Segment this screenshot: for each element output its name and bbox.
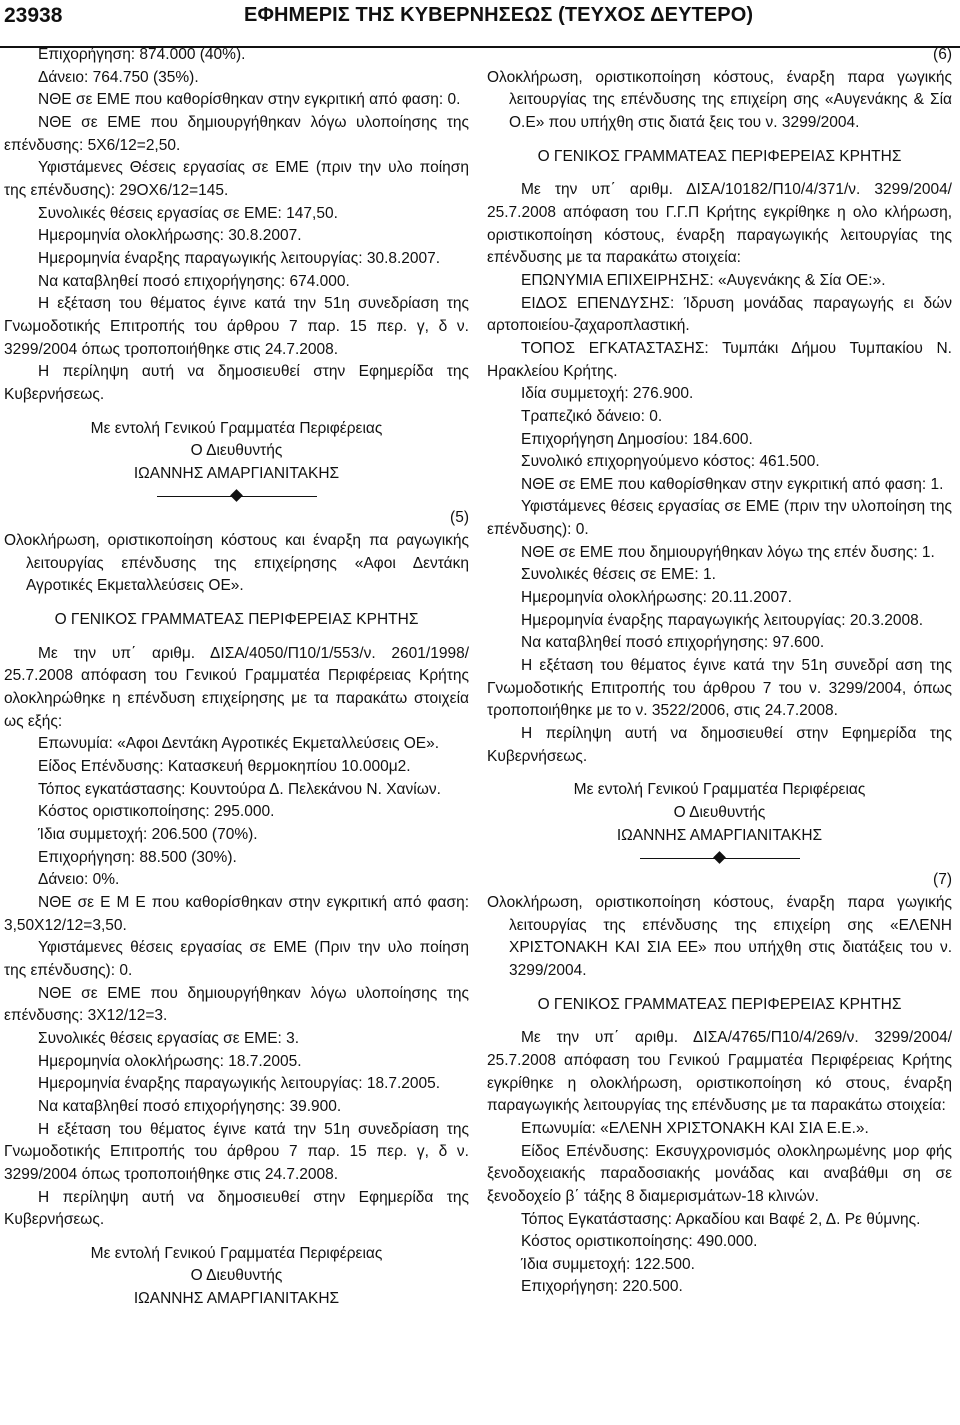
paragraph: Επιχορήγηση: 220.500. [521,1278,683,1296]
paragraph: ΝΘΕ σε ΕΜΕ που δημιουργήθηκαν λόγω υλοποίησης της επένδυσης: 3Χ12/12=3. [4,984,469,1025]
paragraph: Είδος Επένδυσης: Κατασκευή θερμοκηπίου 10.000μ2. [38,758,411,776]
section-number: (6) [933,46,952,63]
paragraph: Να καταβληθεί ποσό επιχορήγησης: 39.900. [38,1097,342,1115]
diamond-icon [713,851,726,864]
paragraph: Ίδια συμμετοχή: 206.500 (70%). [38,826,258,843]
paragraph: Η εξέταση του θέματος έγινε κατά την 51η συνεδρίαση της Γνωμοδοτικής Επιτροπής του άρθρου 7 παρ. 15 περ. γ, δ ν. 3299/2004 όπως τροποποιήθηκε στις 24.7.2008. [4,295,469,358]
paragraph: ΤΟΠΟΣ ΕΓΚΑΤΑΣΤΑΣΗΣ: Τυμπάκι Δήμου Τυμπακίου Ν. Ηρακλείου Κρήτης. [487,339,952,380]
section-title: Ολοκλήρωση, οριστικοποίηση κόστους, έναρξη παρα γωγικής λειτουργίας της επένδυσης της επιχείρη σης «ΕΛΕΝΗ ΧΡΙΣΤΟΝΑΚΗ ΚΑΙ ΣΙΑ ΕΕ» που υπήχθη στις διατάξεις του ν. 3299/2004. [487,893,952,979]
signature-role: Ο Διευθυντής [673,804,766,821]
paragraph: Κόστος οριστικοποίησης: 490.000. [521,1233,758,1251]
paragraph: Ημερομηνία ολοκλήρωσης: 30.8.2007. [38,227,302,245]
paragraph: Κόστος οριστικοποίησης: 295.000. [38,803,275,821]
paragraph: ΝΘΕ σε ΕΜΕ που δημιουργήθηκαν λόγω υλοποίησης της επένδυσης: 5Χ6/12=2,50. [4,113,469,154]
paragraph: Δάνειο: 0%. [38,871,120,889]
paragraph: Ίδια συμμετοχή: 122.500. [521,1255,695,1273]
diamond-icon [230,490,243,503]
paragraph: Η περίληψη αυτή να δημοσιευθεί στην Εφημερίδα της Κυβερνήσεως. [4,363,469,403]
section-separator [640,847,800,869]
signature-role: Ο Διευθυντής [190,442,283,460]
signature-name: ΙΩΑΝΝΗΣ ΑΜΑΡΓΙΑΝΙΤΑΚΗΣ [133,1290,340,1308]
paragraph: Ημερομηνία ολοκλήρωσης: 18.7.2005. [38,1052,302,1070]
paragraph: ΝΘΕ σε ΕΜΕ που καθορίσθηκαν στην εγκριτική από φαση: 0. [38,91,461,109]
issuing-authority: Ο ΓΕΝΙΚΟΣ ΓΡΑΜΜΑΤΕΑΣ ΠΕΡΙΦΕΡΕΙΑΣ ΚΡΗΤΗΣ [537,995,902,1013]
signature-role: Ο Διευθυντής [190,1267,283,1285]
paragraph: Υφιστάμενες θέσεις εργασίας σε ΕΜΕ (Πριν την υλο ποίηση της επένδυσης): 0. [4,939,469,979]
paragraph: Ημερομηνία ολοκλήρωσης: 20.11.2007. [521,589,792,607]
paragraph: Η περίληψη αυτή να δημοσιευθεί στην Εφημερίδα της Κυβερνήσεως. [4,1188,469,1229]
paragraph: Με την υπ΄ αριθμ. ΔΙΣΑ/4765/Π10/4/269/ν. 3299/2004/ 25.7.2008 απόφαση του Γενικού Γραμματέα Περιφέρειας Κρήτης εγκρίθηκε η ολοκλήρωση, οριστικοποίηση κό στους, έναρξη παραγωγικής λειτουργίας της επένδυσης με τα παρακάτω στοιχεία: [487,1029,952,1115]
paragraph: Υφιστάμενες θέσεις εργασίας σε ΕΜΕ (πριν την υλοποίηση της επένδυσης): 0. [487,498,952,539]
paragraph: ΝΘΕ σε ΕΜΕ που δημιουργήθηκαν λόγω της επέν δυσης: 1. [521,543,935,561]
paragraph: Ιδία συμμετοχή: 276.900. [521,385,694,403]
paragraph: Τόπος Εγκατάστασης: Αρκαδίου και Βαφέ 2, Δ. Ρε θύμνης. [521,1210,921,1228]
signature-by-order: Με εντολή Γενικού Γραμματέα Περιφέρειας [573,781,866,799]
paragraph: ΝΘΕ σε ΕΜΕ που καθορίσθηκαν στην εγκριτική από φαση: 1. [521,475,944,493]
section-number: (5) [450,509,469,527]
paragraph: Τραπεζικό δάνειο: 0. [521,407,663,425]
section-separator [157,485,317,507]
paragraph: Η περίληψη αυτή να δημοσιευθεί στην Εφημερίδα της Κυβερνήσεως. [487,725,952,765]
section-title: Ολοκλήρωση, οριστικοποίηση κόστους και έναρξη πα ραγωγικής λειτουργίας επένδυσης της επιχείρησης «Αφοι Δεντάκη Αγροτικές Εκμεταλλεύσεις ΟΕ». [4,532,469,595]
paragraph: Ημερομηνία έναρξης παραγωγικής λειτουργίας: 18.7.2005. [38,1075,441,1093]
right-column [487,44,952,1299]
signature-name: ΙΩΑΝΝΗΣ ΑΜΑΡΓΙΑΝΙΤΑΚΗΣ [133,464,340,482]
paragraph: Να καταβληθεί ποσό επιχορήγησης: 97.600. [521,634,825,652]
paragraph: Ημερομηνία έναρξης παραγωγικής λειτουργίας: 30.8.2007. [38,249,441,267]
page-header [0,0,960,48]
paragraph: Επωνυμία: «ΕΛΕΝΗ ΧΡΙΣΤΟΝΑΚΗ ΚΑΙ ΣΙΑ Ε.Ε.». [521,1119,869,1137]
signature-name: ΙΩΑΝΝΗΣ ΑΜΑΡΓΙΑΝΙΤΑΚΗΣ [616,826,823,844]
gazette-title: ΕΦΗΜΕΡΙΣ ΤΗΣ ΚΥΒΕΡΝΗΣΕΩΣ (ΤΕΥΧΟΣ ΔΕΥΤΕΡΟ) [244,4,754,26]
paragraph: Η εξέταση του θέματος έγινε κατά την 51η συνεδρί αση της Γνωμοδοτικής Επιτροπής του άρθρου 7 του ν. 3299/2004, όπως τροποποιήθηκε με το ν. 3522/2006, στις 24.7.2008. [487,657,952,720]
left-column [4,44,469,1311]
paragraph: Η εξέταση του θέματος έγινε κατά την 51η συνεδρίαση της Γνωμοδοτικής Επιτροπής του άρθρου 7 παρ. 15 περ. γ, δ ν. 3299/2004 όπως τροποποιήθηκε στις 24.7.2008. [4,1120,469,1183]
paragraph: ΕΠΩΝΥΜΙΑ ΕΠΙΧΕΙΡΗΣΗΣ: «Αυγενάκης & Σία ΟΕ:». [521,271,886,289]
signature-by-order: Με εντολή Γενικού Γραμματέα Περιφέρειας [90,1244,383,1262]
paragraph: Είδος Επένδυσης: Εκσυγχρονισμός ολοκληρωμένης μορ φής ξενοδοχειακής παραδοσιακής μονάδας και αναβάθμι ση σε ξενοδοχείο β΄ τάξης 8 διαμερισμάτων-18 κλινών. [487,1142,952,1205]
paragraph: Δάνειο: 764.750 (35%). [38,68,199,86]
paragraph: Με την υπ΄ αριθμ. ΔΙΣΑ/10182/Π10/4/371/ν. 3299/2004/ 25.7.2008 απόφαση του Γ.Γ.Π Κρήτης εγκρίθηκε η ολο κλήρωση, οριστικοποίηση κόστους, έναρξη παραγωγικής λειτουργίας της επένδυσης με τα παρακάτω στοιχεία: [487,181,952,267]
issuing-authority: Ο ΓΕΝΙΚΟΣ ΓΡΑΜΜΑΤΕΑΣ ΠΕΡΙΦΕΡΕΙΑΣ ΚΡΗΤΗΣ [54,611,419,629]
paragraph: ΕΙΔΟΣ ΕΠΕΝΔΥΣΗΣ: Ίδρυση μονάδας παραγωγής ει δών αρτοποιείου-ζαχαροπλαστική. [487,294,952,335]
paragraph: Συνολικές θέσεις εργασίας σε ΕΜΕ: 147,50. [38,204,338,222]
paragraph: Ημερομηνία έναρξης παραγωγικής λειτουργίας: 20.3.2008. [521,611,924,629]
paragraph: Τόπος εγκατάστασης: Κουντούρα Δ. Πελεκάνου Ν. Χανίων. [38,780,441,798]
section-title: Ολοκλήρωση, οριστικοποίηση κόστους, έναρξη παρα γωγικής λειτουργίας της επένδυσης της επιχείρη σης «Αυγενάκης & Σία Ο.Ε» που υπήχθη στις διατά ξεις του ν. 3299/2004. [487,68,952,131]
paragraph: Επιχορήγηση: 88.500 (30%). [38,848,237,866]
paragraph: Συνολικό επιχορηγούμενο κόστος: 461.500. [521,453,820,471]
issuing-authority: Ο ΓΕΝΙΚΟΣ ΓΡΑΜΜΑΤΕΑΣ ΠΕΡΙΦΕΡΕΙΑΣ ΚΡΗΤΗΣ [537,147,902,165]
paragraph: Συνολικές θέσεις σε ΕΜΕ: 1. [521,566,716,584]
paragraph: Υφιστάμενες Θέσεις εργασίας σε ΕΜΕ (πριν την υλο ποίηση της επένδυσης): 29ΟΧ6/12=145. [4,159,469,199]
paragraph: ΝΘΕ σε Ε Μ Ε που καθορίσθηκαν στην εγκριτική από φαση: 3,50Χ12/12=3,50. [4,893,469,934]
signature-by-order: Με εντολή Γενικού Γραμματέα Περιφέρειας [90,419,383,437]
paragraph: Επιχορήγηση: 874.000 (40%). [38,46,246,63]
paragraph: Συνολικές θέσεις εργασίας σε ΕΜΕ: 3. [38,1029,300,1047]
paragraph: Επιχορήγηση Δημοσίου: 184.600. [521,430,753,448]
paragraph: Επωνυμία: «Αφοι Δεντάκη Αγροτικές Εκμεταλλεύσεις ΟΕ». [38,735,440,753]
paragraph: Με την υπ΄ αριθμ. ΔΙΣΑ/4050/Π10/1/553/ν. 2601/1998/ 25.7.2008 απόφαση του Γενικού Γραμματέα Περιφέρειας Κρήτης ολοκληρώθηκε η επένδυση επιχείρησης με τα παρακάτω στοιχεία ως εξής: [4,644,469,730]
paragraph: Να καταβληθεί ποσό επιχορήγησης: 674.000. [38,272,350,290]
section-number: (7) [933,871,952,889]
page-number: 23938 [4,4,63,27]
